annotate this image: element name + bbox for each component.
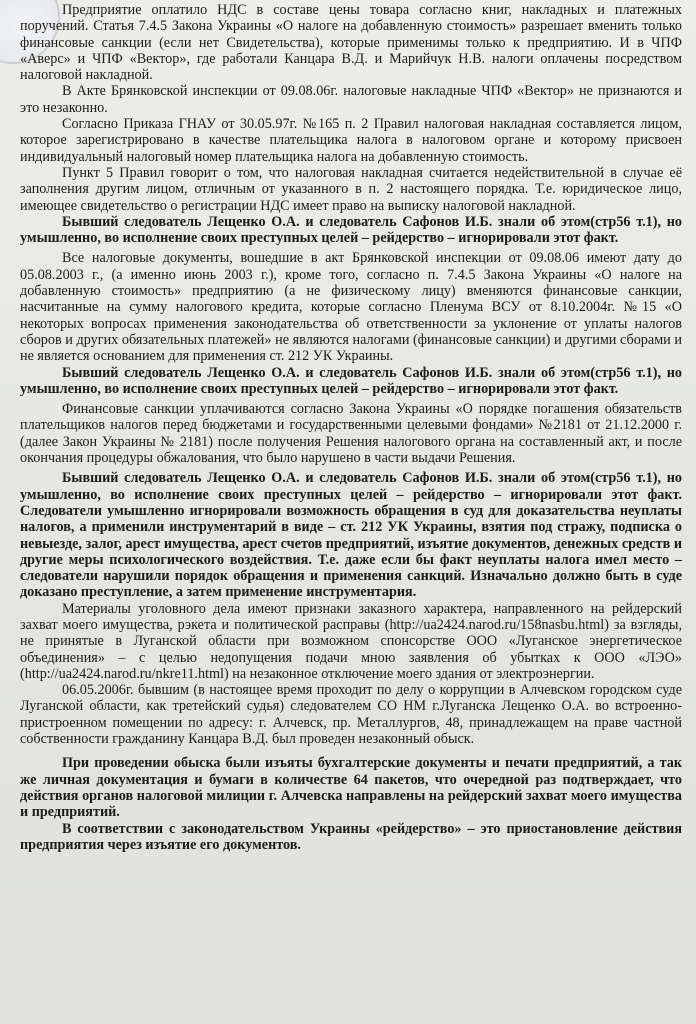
paragraph-4: Пункт 5 Правил говорит о том, что налоговая накладная считается недействительной в случае её заполнения другим лицом, отличным от указанного в п. 2 настоящего порядка. Т.е. юридическое лицо, имеющее свидетельство о регистрации НДС имеет право на выписку налоговой накладной. — [20, 164, 682, 214]
paragraph-5: Бывший следователь Лещенко О.А. и следователь Сафонов И.Б. знали об этом(стр56 т.1), но умышленно, во исполнение своих преступных целей – рейдерство – игнорировали этот факт. — [20, 213, 682, 247]
paragraph-7: Бывший следователь Лещенко О.А. и следователь Сафонов И.Б. знали об этом(стр56 т.1), но умышленно, во исполнение своих преступных целей – рейдерство – игнорировали этот факт. — [20, 364, 682, 397]
paragraph-3: Согласно Приказа ГНАУ от 30.05.97г. №165 п. 2 Правил налоговая накладная составляется лицом, которое зарегистрировано в качестве плательщика налога в налоговом органе и которому присвоен индивидуальный налоговый номер плательщика налога на добавленную стоимость. — [20, 116, 682, 165]
paragraph-1: Предприятие оплатило НДС в составе цены товара согласно книг, накладных и платежных поручений. Статья 7.4.5 Закона Украины «О налоге на добавленную стоимость» разрешает вменить только финансовые санкции (если нет Свидетельства), которые применимы только к предприятию. И в ЧПФ «Аверс» и ЧПФ «Вектор», где работали Канцара В.Д. и Марийчук Н.В. налоги оплачены посредством налоговой накладной. — [20, 2, 682, 84]
paragraph-13: В соответствии с законодательством Украины «рейдерство» – это приостановление действия предприятия через изъятие его документов. — [20, 820, 682, 853]
paragraph-12: При проведении обыска были изъяты бухгалтерские документы и печати предприятий, а так же личная документация и бумаги в количестве 64 пакетов, что очередной раз подтверждает, что действия органов налоговой милиции г. Алчевска направлены на рейдерский захват моего имущества и предприятий. — [20, 755, 682, 821]
paragraph-6: Все налоговые документы, вошедшие в акт Брянковской инспекции от 09.08.06 имеют дату до 05.08.2003 г., (а именно июнь 2003 г.), кроме того, согласно п. 7.4.5 Закона Украины «О налоге на добавленную стоимость» предприятию (а не физическому лицу) вменяются финансовые санкции, насчитанные на сумму налогового кредита, которые согласно Пленума ВСУ от 8.10.2004г. №15 «О некоторых вопросах применения законодательства об ответственности за уклонение от уплаты налогов сборов и других обязательных платежей» не являются налогами (финансовые санкции) и другими сборами и не является основанием для применения ст. 212 УК Украины. — [20, 250, 682, 365]
document-body — [20, 2, 682, 853]
paragraph-2: В Акте Брянковской инспекции от 09.08.06г. налоговые накладные ЧПФ «Вектор» не признаются и это незаконно. — [20, 83, 682, 116]
paragraph-8: Финансовые санкции уплачиваются согласно Закона Украины «О порядке погашения обязательств плательщиков налогов перед бюджетами и государственными целевыми фондами» №2181 от 21.12.2000 г. (далее Закон Украины № 2181) после получения Решения налогового органа на составленный акт, и после окончания процедуры обжалования, что было нарушено в части выдачи Решения. — [20, 401, 682, 467]
paragraph-11: 06.05.2006г. бывшим (в настоящее время проходит по делу о коррупции в Алчевском городском суде Луганской области, как третейский судья) следователем СО НМ г.Луганска Лещенко О.А. во встроенно-пристроенном помещении по адресу: г. Алчевск, пр. Металлургов, 48, принадлежащем на праве частной собственности гражданину Канцара В.Д. был проведен незаконный обыск. — [20, 682, 682, 748]
paragraph-10: Материалы уголовного дела имеют признаки заказного характера, направленного на рейдерский захват моего имущества, рэкета и политической расправы (http://ua2424.narod.ru/158nasbu.html) за взгляды, не принятые в Луганской области при возможном спонсорстве ООО «Луганское энергетическое объединения» – с целью недопущения подачи мною заявления об убытках к ООО «ЛЭО» (http://ua2424.narod.ru/nkre11.html) на незаконное отключение моего здания от электроэнергии. — [20, 600, 682, 682]
paragraph-9: Бывший следователь Лещенко О.А. и следователь Сафонов И.Б. знали об этом(стр56 т.1), но умышленно, во исполнение своих преступных целей – рейдерство – игнорировали этот факт. Следователи умышленно игнорировали возможность обращения в суд для доказательства неуплаты налогов, а применили инструментарий в виде – ст. 212 УК Украины, взятия под стражу, подписка о невыезде, залог, арест имущества, арест счетов предприятий, изъятие документов, денежных средств и другие меры психологического воздействия. Т.е. даже если бы факт неуплаты налога имел место – следователи нарушили порядок обращения и применения санкций. Изначально должно быть в суде доказано преступление, а затем применение инструментария. — [20, 470, 682, 601]
